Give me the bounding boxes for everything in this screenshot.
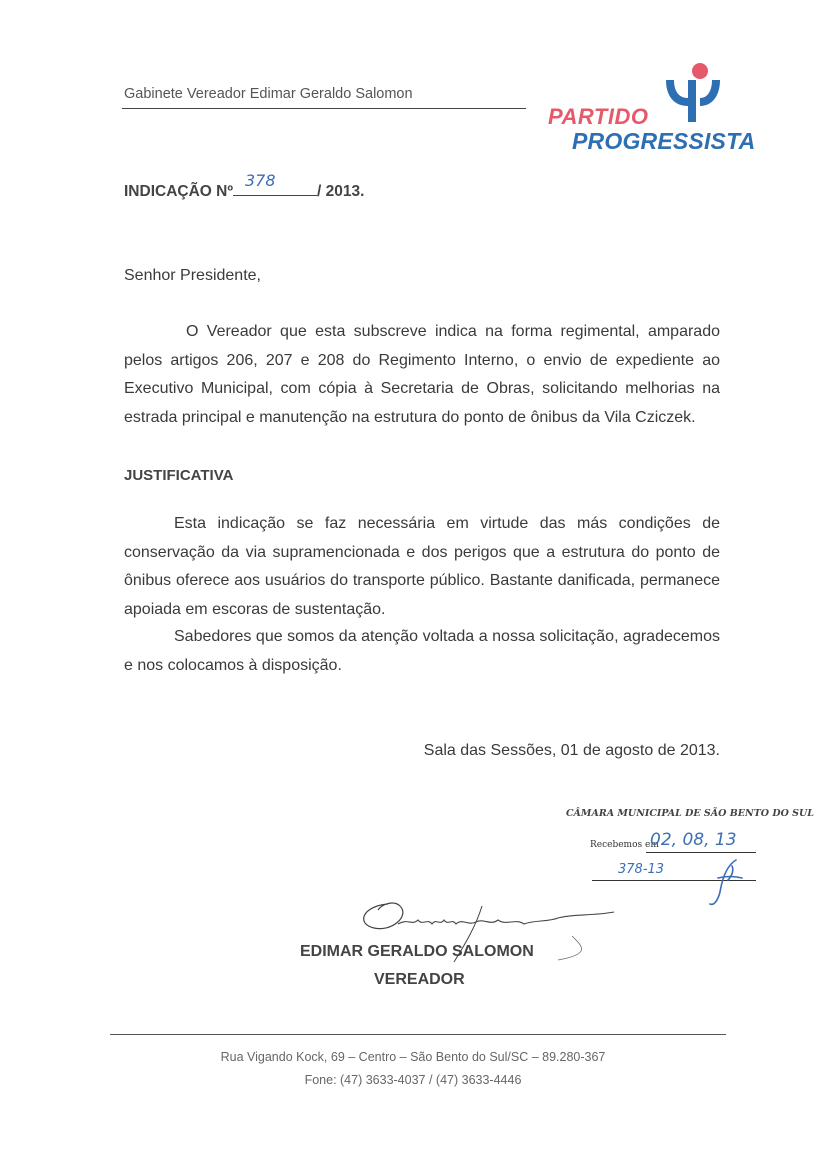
logo-text-progressista: PROGRESSISTA — [572, 128, 756, 154]
justificativa-title: JUSTIFICATIVA — [124, 467, 234, 484]
stamp-protocol-number: 378-13 — [618, 862, 665, 877]
stamp-received-date: 02, 08, 13 — [650, 830, 737, 850]
indicacao-heading — [124, 171, 365, 201]
stamp-line — [646, 852, 756, 853]
greeting: Senhor Presidente, — [124, 267, 261, 284]
body-paragraph: O Vereador que esta subscreve indica na forma regimental, amparado pelos artigos 206, 207 e 208 do Regimento Interno, o envio de expediente ao Executivo Municipal, com cópia à Secretaria de Obras, solicitando melhorias na estrada principal e manutenção na estrutura do ponto de ônibus da Vila Cziczek. — [124, 323, 720, 426]
signer-role: VEREADOR — [374, 971, 465, 988]
footer-rule — [110, 1034, 726, 1035]
logo-text-partido: PARTIDO — [548, 104, 649, 129]
footer-address: Rua Vigando Kock, 69 – Centro – São Bento do Sul/SC – 89.280-367 — [220, 1050, 606, 1064]
justificativa-paragraph-1: Esta indicação se faz necessária em virtude das más condições de conservação da via supramencionada e dos perigos que a estrutura do ponto de ônibus oferece aos usuários do transporte público. Bastante danificada, permanece apoiada em escoras de sustentação. — [124, 515, 720, 618]
signer-name: EDIMAR GERALDO SALOMON — [300, 943, 534, 960]
stamp-received-label: Recebemos em — [590, 840, 659, 850]
indicacao-number-field — [233, 171, 317, 196]
receipt-stamp — [560, 808, 814, 908]
indicacao-handwritten-number: 378 — [245, 171, 276, 190]
cabinet-header: Gabinete Vereador Edimar Geraldo Salomon — [124, 86, 413, 102]
indicacao-label: INDICAÇÃO Nº — [124, 183, 233, 200]
justificativa-paragraph-2: Sabedores que somos da atenção voltada a nossa solicitação, agradecemos e nos colocamos à disposição. — [124, 628, 720, 674]
stamp-title: CÂMARA MUNICIPAL DE SÃO BENTO DO SUL — [566, 808, 814, 819]
handwritten-initial-icon — [708, 856, 748, 908]
date-line: Sala das Sessões, 01 de agosto de 2013. — [423, 742, 720, 759]
footer-phone: Fone: (47) 3633-4037 / (47) 3633-4446 — [304, 1073, 522, 1087]
party-logo — [548, 62, 756, 162]
party-emblem-icon — [660, 62, 726, 124]
indicacao-year: / 2013. — [317, 183, 365, 200]
header-rule — [122, 108, 526, 109]
